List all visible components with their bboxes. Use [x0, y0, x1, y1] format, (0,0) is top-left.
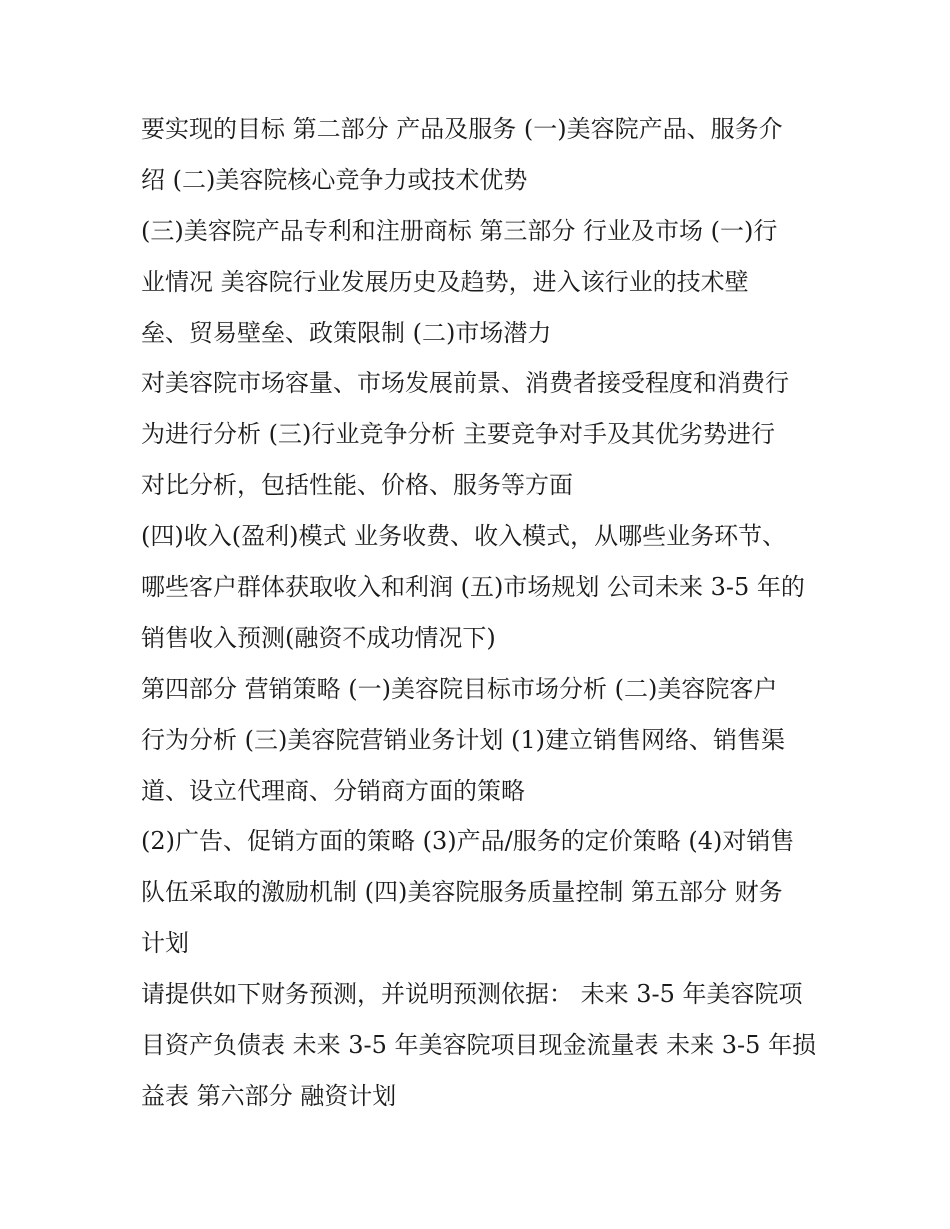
text-line: 为进行分析 (三)行业竞争分析 主要竞争对手及其优劣势进行	[141, 420, 775, 449]
text-line: 第四部分 营销策略 (一)美容院目标市场分析 (二)美容院客户	[141, 674, 778, 703]
text-line: 业情况 美容院行业发展历史及趋势，进入该行业的技术壁	[141, 267, 749, 296]
text-line: (四)收入(盈利)模式 业务收费、收入模式，从哪些业务环节、	[141, 522, 787, 551]
text-line: (三)美容院产品专利和注册商标 第三部分 行业及市场 (一)行	[141, 216, 778, 245]
text-line: 道、设立代理商、分销商方面的策略	[141, 776, 525, 805]
text-line: 对美容院市场容量、市场发展前景、消费者接受程度和消费行	[141, 369, 789, 398]
text-line: 益表 第六部分 融资计划	[141, 1081, 397, 1110]
text-line: 队伍采取的激励机制 (四)美容院服务质量控制 第五部分 财务	[141, 878, 783, 907]
text-line: 垒、贸易壁垒、政策限制 (二)市场潜力	[141, 318, 552, 347]
text-line: (2)广告、促销方面的策略 (3)产品/服务的定价策略 (4)对销售	[141, 827, 795, 856]
text-line: 绍 (二)美容院核心竞争力或技术优势	[141, 165, 528, 194]
text-line: 行为分析 (三)美容院营销业务计划 (1)建立销售网络、销售渠	[141, 725, 785, 754]
text-line: 销售收入预测(融资不成功情况下)	[141, 623, 496, 652]
text-line: 要实现的目标 第二部分 产品及服务 (一)美容院产品、服务介	[141, 115, 783, 143]
text-line: 对比分析，包括性能、价格、服务等方面	[141, 471, 573, 500]
text-line: 请提供如下财务预测，并说明预测依据： 未来 3-5 年美容院项	[141, 980, 803, 1009]
document-body	[141, 104, 821, 1122]
text-line: 计划	[141, 929, 189, 958]
text-line: 哪些客户群体获取收入和利润 (五)市场规划 公司未来 3-5 年的	[141, 573, 805, 602]
text-line: 目资产负债表 未来 3-5 年美容院项目现金流量表 未来 3-5 年损	[141, 1031, 817, 1060]
